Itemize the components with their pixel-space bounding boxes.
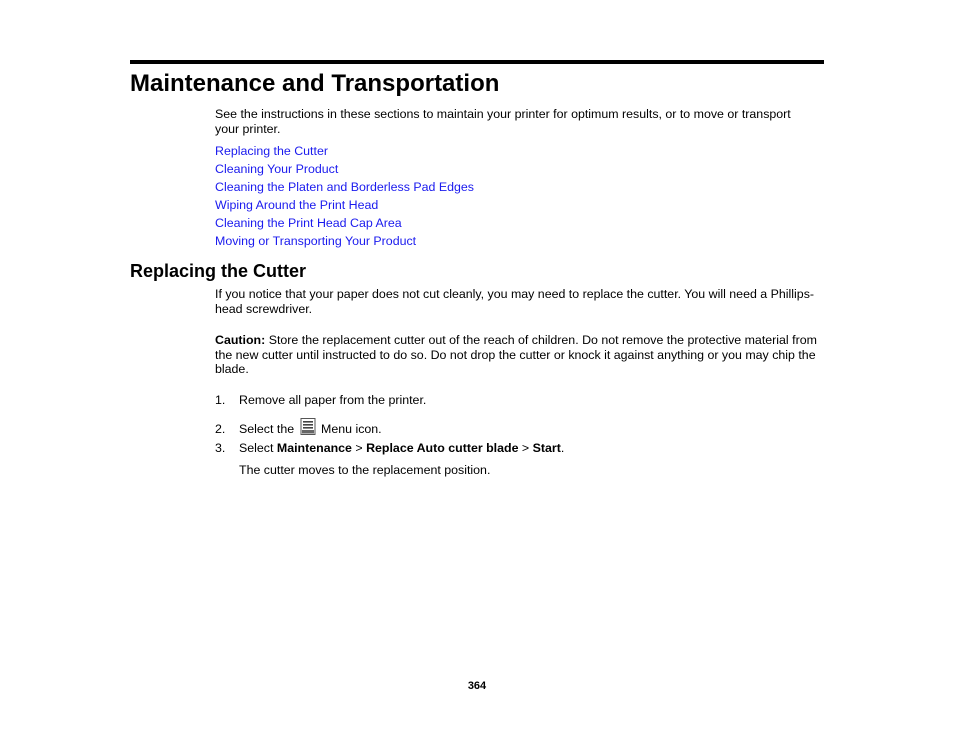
link-item bbox=[215, 196, 474, 214]
link-item bbox=[215, 160, 474, 178]
caution-text: Store the replacement cutter out of the reach of children. Do not remove the protective material from the new cutter until instructed to do so. Do not drop the cutter or knock it against anything or you may chip the blade. bbox=[215, 333, 817, 376]
menu-path-replace-blade: Replace Auto cutter blade bbox=[366, 441, 519, 455]
link-item bbox=[215, 142, 474, 160]
step-text-after: Menu icon. bbox=[317, 422, 382, 436]
section-link-list bbox=[215, 142, 474, 250]
step-number: 1. bbox=[215, 393, 226, 407]
page-title: Maintenance and Transportation bbox=[130, 70, 500, 97]
link-wiping-print-head[interactable]: Wiping Around the Print Head bbox=[215, 198, 379, 212]
link-item bbox=[215, 232, 474, 250]
caution-note bbox=[215, 333, 830, 377]
step-end: . bbox=[560, 441, 565, 455]
intro-paragraph: See the instructions in these sections to maintain your printer for optimum results, or to move or transport your printer. bbox=[215, 107, 791, 136]
link-replacing-cutter[interactable]: Replacing the Cutter bbox=[215, 144, 328, 158]
step-number: 3. bbox=[215, 441, 226, 455]
title-rule bbox=[130, 60, 824, 64]
link-item bbox=[215, 178, 474, 196]
step-text-before: Select the bbox=[239, 422, 298, 436]
caution-label: Caution: bbox=[215, 333, 266, 347]
link-cleaning-product[interactable]: Cleaning Your Product bbox=[215, 162, 339, 176]
link-cleaning-cap-area[interactable]: Cleaning the Print Head Cap Area bbox=[215, 216, 402, 230]
link-moving-product[interactable]: Moving or Transporting Your Product bbox=[215, 234, 417, 248]
path-separator: > bbox=[351, 441, 367, 455]
path-separator: > bbox=[518, 441, 533, 455]
step-2 bbox=[215, 418, 382, 437]
menu-path-maintenance: Maintenance bbox=[276, 441, 352, 455]
section-paragraph: If you notice that your paper does not cut cleanly, you may need to replace the cutter. You will need a Phillips-head screwdriver. bbox=[215, 287, 815, 316]
menu-icon bbox=[300, 418, 316, 435]
menu-path-start: Start bbox=[532, 441, 561, 455]
page-number: 364 bbox=[467, 680, 487, 692]
link-cleaning-platen[interactable]: Cleaning the Platen and Borderless Pad Edges bbox=[215, 180, 474, 194]
step-text: Select bbox=[239, 441, 277, 455]
link-item bbox=[215, 214, 474, 232]
step-result: The cutter moves to the replacement position. bbox=[239, 463, 491, 477]
step-3 bbox=[215, 441, 564, 456]
step-text: Remove all paper from the printer. bbox=[239, 393, 427, 407]
step-number: 2. bbox=[215, 422, 226, 436]
step-1 bbox=[215, 393, 426, 408]
section-heading: Replacing the Cutter bbox=[130, 261, 307, 281]
